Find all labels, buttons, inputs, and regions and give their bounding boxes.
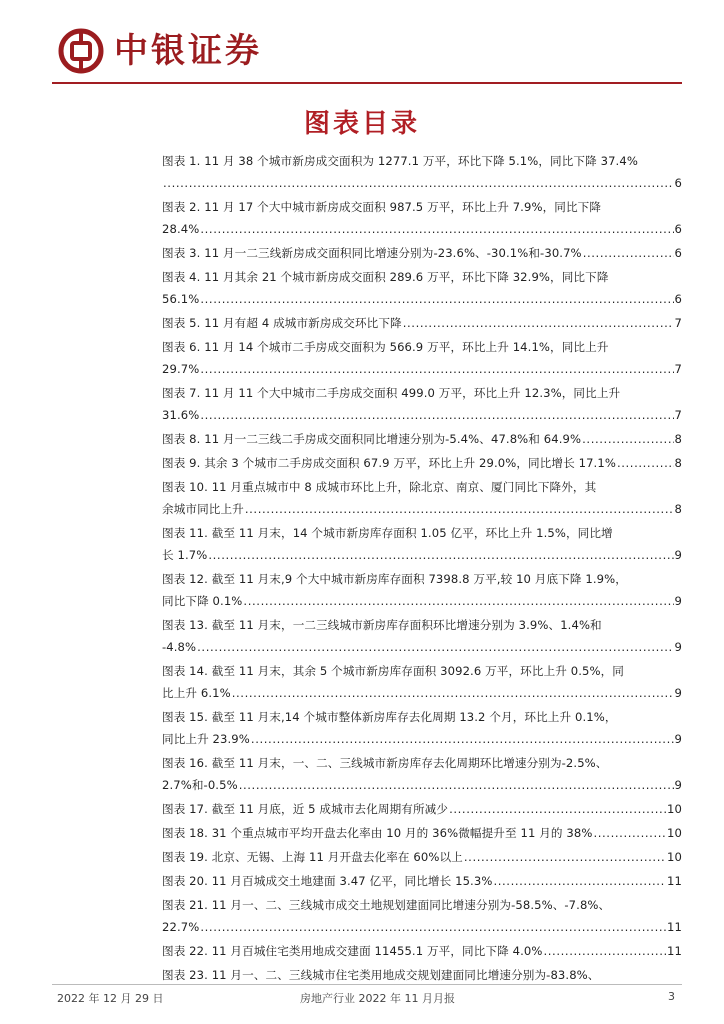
- toc-entry[interactable]: [162, 150, 682, 194]
- toc-entry[interactable]: [162, 476, 682, 520]
- dot-leader: [200, 404, 673, 426]
- toc-entry-text: 22.7%: [162, 920, 200, 934]
- dot-leader: [163, 172, 674, 194]
- toc-page-number: 7: [674, 316, 682, 330]
- toc-entry-text: 图表 16. 截至 11 月末，一、二、三线城市新房库存去化周期环比增速分别为-2.5%、: [162, 756, 608, 770]
- footer-report-name: 房地产行业 2022 年 11 月月报: [300, 992, 455, 1005]
- toc-page-number: 10: [667, 850, 682, 864]
- toc-entry-text: 图表 2. 11 月 17 个大中城市新房成交面积 987.5 万平，环比上升 7.9%，同比下降: [162, 200, 602, 214]
- toc-entry-text: 图表 15. 截至 11 月末,14 个城市整体新房库存去化周期 13.2 个月，环比上升 0.1%，: [162, 710, 617, 724]
- toc-entry[interactable]: [162, 964, 682, 986]
- toc-page-number: 6: [674, 222, 682, 236]
- footer-date: 2022 年 12 月 29 日: [57, 992, 164, 1005]
- toc-entry[interactable]: [162, 242, 682, 264]
- toc-entry-text: 图表 8. 11 月一二三线二手房成交面积同比增速分别为-5.4%、47.8%和 64.9%: [162, 432, 582, 446]
- toc-page-number: 10: [667, 802, 682, 816]
- toc-entry-text: 图表 9. 其余 3 个城市二手房成交面积 67.9 万平，环比上升 29.0%，同比增长 17.1%: [162, 456, 616, 470]
- dot-leader: [403, 312, 674, 334]
- toc-page-number: 6: [674, 246, 682, 260]
- toc-page-number: 9: [674, 732, 682, 746]
- dot-leader: [239, 774, 674, 796]
- toc-page-number: 9: [674, 778, 682, 792]
- toc-entry-text: 图表 11. 截至 11 月末，14 个城市新房库存面积 1.05 亿平，环比上升 1.5%，同比增: [162, 526, 613, 540]
- toc-page-number: 9: [674, 548, 682, 562]
- dot-leader: [493, 870, 666, 892]
- toc-entry-text: 图表 20. 11 月百城成交土地建面 3.47 亿平，同比增长 15.3%: [162, 874, 493, 888]
- toc-entry[interactable]: [162, 940, 682, 962]
- toc-entry-text: 31.6%: [162, 408, 200, 422]
- table-of-figures: [162, 150, 682, 988]
- dot-leader: [582, 428, 673, 450]
- toc-entry[interactable]: [162, 312, 682, 334]
- header-divider: [52, 82, 682, 84]
- bank-of-china-logo-icon: [58, 28, 104, 74]
- toc-title: 图表目录: [303, 109, 420, 139]
- dot-leader: [583, 242, 674, 264]
- dot-leader: [200, 358, 673, 380]
- dot-leader: [197, 636, 673, 658]
- dot-leader: [200, 916, 666, 938]
- toc-entry-text: 图表 19. 北京、无锡、上海 11 月开盘去化率在 60%以上: [162, 850, 463, 864]
- toc-entry-text: 图表 22. 11 月百城住宅类用地成交建面 11455.1 万平，同比下降 4.0%: [162, 944, 543, 958]
- toc-entry-text: 图表 1. 11 月 38 个城市新房成交面积为 1277.1 万平，环比下降 5.1%，同比下降 37.4%: [162, 154, 638, 168]
- dot-leader: [200, 288, 673, 310]
- toc-page-number: 8: [674, 432, 682, 446]
- dot-leader: [243, 590, 673, 612]
- toc-page-number: 6: [674, 292, 682, 306]
- footer-page-number: 3: [668, 990, 675, 1003]
- toc-page-number: 6: [674, 176, 682, 190]
- toc-entry-text: 56.1%: [162, 292, 200, 306]
- toc-entry[interactable]: [162, 614, 682, 658]
- toc-entry[interactable]: [162, 568, 682, 612]
- toc-entry[interactable]: [162, 870, 682, 892]
- dot-leader: [464, 846, 666, 868]
- toc-entry[interactable]: [162, 822, 682, 844]
- toc-entry-text: 图表 10. 11 月重点城市中 8 成城市环比上升，除北京、南京、厦门同比下降外，其: [162, 480, 597, 494]
- toc-entry[interactable]: [162, 336, 682, 380]
- toc-page-number: 11: [667, 944, 682, 958]
- toc-entry-text: 29.7%: [162, 362, 200, 376]
- toc-entry-text: -4.8%: [162, 640, 197, 654]
- toc-entry-text: 图表 21. 11 月一、二、三线城市成交土地规划建面同比增速分别为-58.5%、-7.8%、: [162, 898, 611, 912]
- brand-name: 中银证券: [114, 31, 262, 71]
- toc-entry[interactable]: [162, 660, 682, 704]
- toc-page-number: 9: [674, 640, 682, 654]
- dot-leader: [200, 218, 673, 240]
- toc-entry-text: 图表 13. 截至 11 月末，一二三线城市新房库存面积环比增速分别为 3.9%、1.4%和: [162, 618, 602, 632]
- toc-entry[interactable]: [162, 894, 682, 938]
- dot-leader: [208, 544, 673, 566]
- toc-page-number: 11: [667, 920, 682, 934]
- toc-entry-text: 图表 12. 截至 11 月末,9 个大中城市新房库存面积 7398.8 万平,较 10 月底下降 1.9%，: [162, 572, 627, 586]
- toc-entry[interactable]: [162, 706, 682, 750]
- toc-page-number: 8: [674, 502, 682, 516]
- toc-entry[interactable]: [162, 798, 682, 820]
- toc-entry-text: 图表 18. 31 个重点城市平均开盘去化率由 10 月的 36%微幅提升至 11 月的 38%: [162, 826, 593, 840]
- dot-leader: [449, 798, 666, 820]
- footer-divider: [52, 984, 682, 985]
- toc-page-number: 7: [674, 362, 682, 376]
- toc-entry-text: 图表 5. 11 月有超 4 成城市新房成交环比下降: [162, 316, 402, 330]
- toc-page-number: 9: [674, 594, 682, 608]
- toc-page-number: 9: [674, 686, 682, 700]
- toc-page-number: 7: [674, 408, 682, 422]
- toc-entry-text: 同比下降 0.1%: [162, 594, 243, 608]
- dot-leader: [593, 822, 666, 844]
- toc-entry-text: 图表 17. 截至 11 月底，近 5 成城市去化周期有所减少: [162, 802, 449, 816]
- toc-entry-text: 图表 4. 11 月其余 21 个城市新房成交面积 289.6 万平，环比下降 32.9%，同比下降: [162, 270, 609, 284]
- toc-entry[interactable]: [162, 266, 682, 310]
- toc-entry[interactable]: [162, 752, 682, 796]
- toc-page-number: 11: [667, 874, 682, 888]
- toc-entry-text: 图表 6. 11 月 14 个城市二手房成交面积为 566.9 万平，环比上升 14.1%，同比上升: [162, 340, 609, 354]
- toc-entry-text: 长 1.7%: [162, 548, 208, 562]
- toc-entry[interactable]: [162, 846, 682, 868]
- dot-leader: [245, 498, 674, 520]
- toc-entry-text: 2.7%和-0.5%: [162, 778, 238, 792]
- toc-entry[interactable]: [162, 522, 682, 566]
- toc-page-number: 8: [674, 456, 682, 470]
- toc-entry-text: 同比上升 23.9%: [162, 732, 250, 746]
- dot-leader: [617, 452, 674, 474]
- toc-page-number: 10: [667, 826, 682, 840]
- toc-entry-text: 28.4%: [162, 222, 200, 236]
- report-header: [52, 24, 682, 80]
- toc-entry-text: 图表 3. 11 月一二三线新房成交面积同比增速分别为-23.6%、-30.1%和-30.7%: [162, 246, 582, 260]
- toc-entry[interactable]: [162, 196, 682, 240]
- toc-entry[interactable]: [162, 452, 682, 474]
- toc-entry-text: 图表 7. 11 月 11 个大中城市二手房成交面积 499.0 万平，环比上升 12.3%，同比上升: [162, 386, 621, 400]
- dot-leader: [251, 728, 674, 750]
- toc-entry[interactable]: [162, 428, 682, 450]
- toc-entry[interactable]: [162, 382, 682, 426]
- toc-entry-text: 图表 14. 截至 11 月末，其余 5 个城市新房库存面积 3092.6 万平，环比上升 0.5%，同: [162, 664, 624, 678]
- toc-entry-text: 图表 23. 11 月一、二、三线城市住宅类用地成交规划建面同比增速分别为-83.8%、: [162, 968, 600, 982]
- toc-entry-text: 余城市同比上升: [162, 502, 244, 516]
- toc-entry-text: 比上升 6.1%: [162, 686, 231, 700]
- dot-leader: [232, 682, 674, 704]
- dot-leader: [543, 940, 666, 962]
